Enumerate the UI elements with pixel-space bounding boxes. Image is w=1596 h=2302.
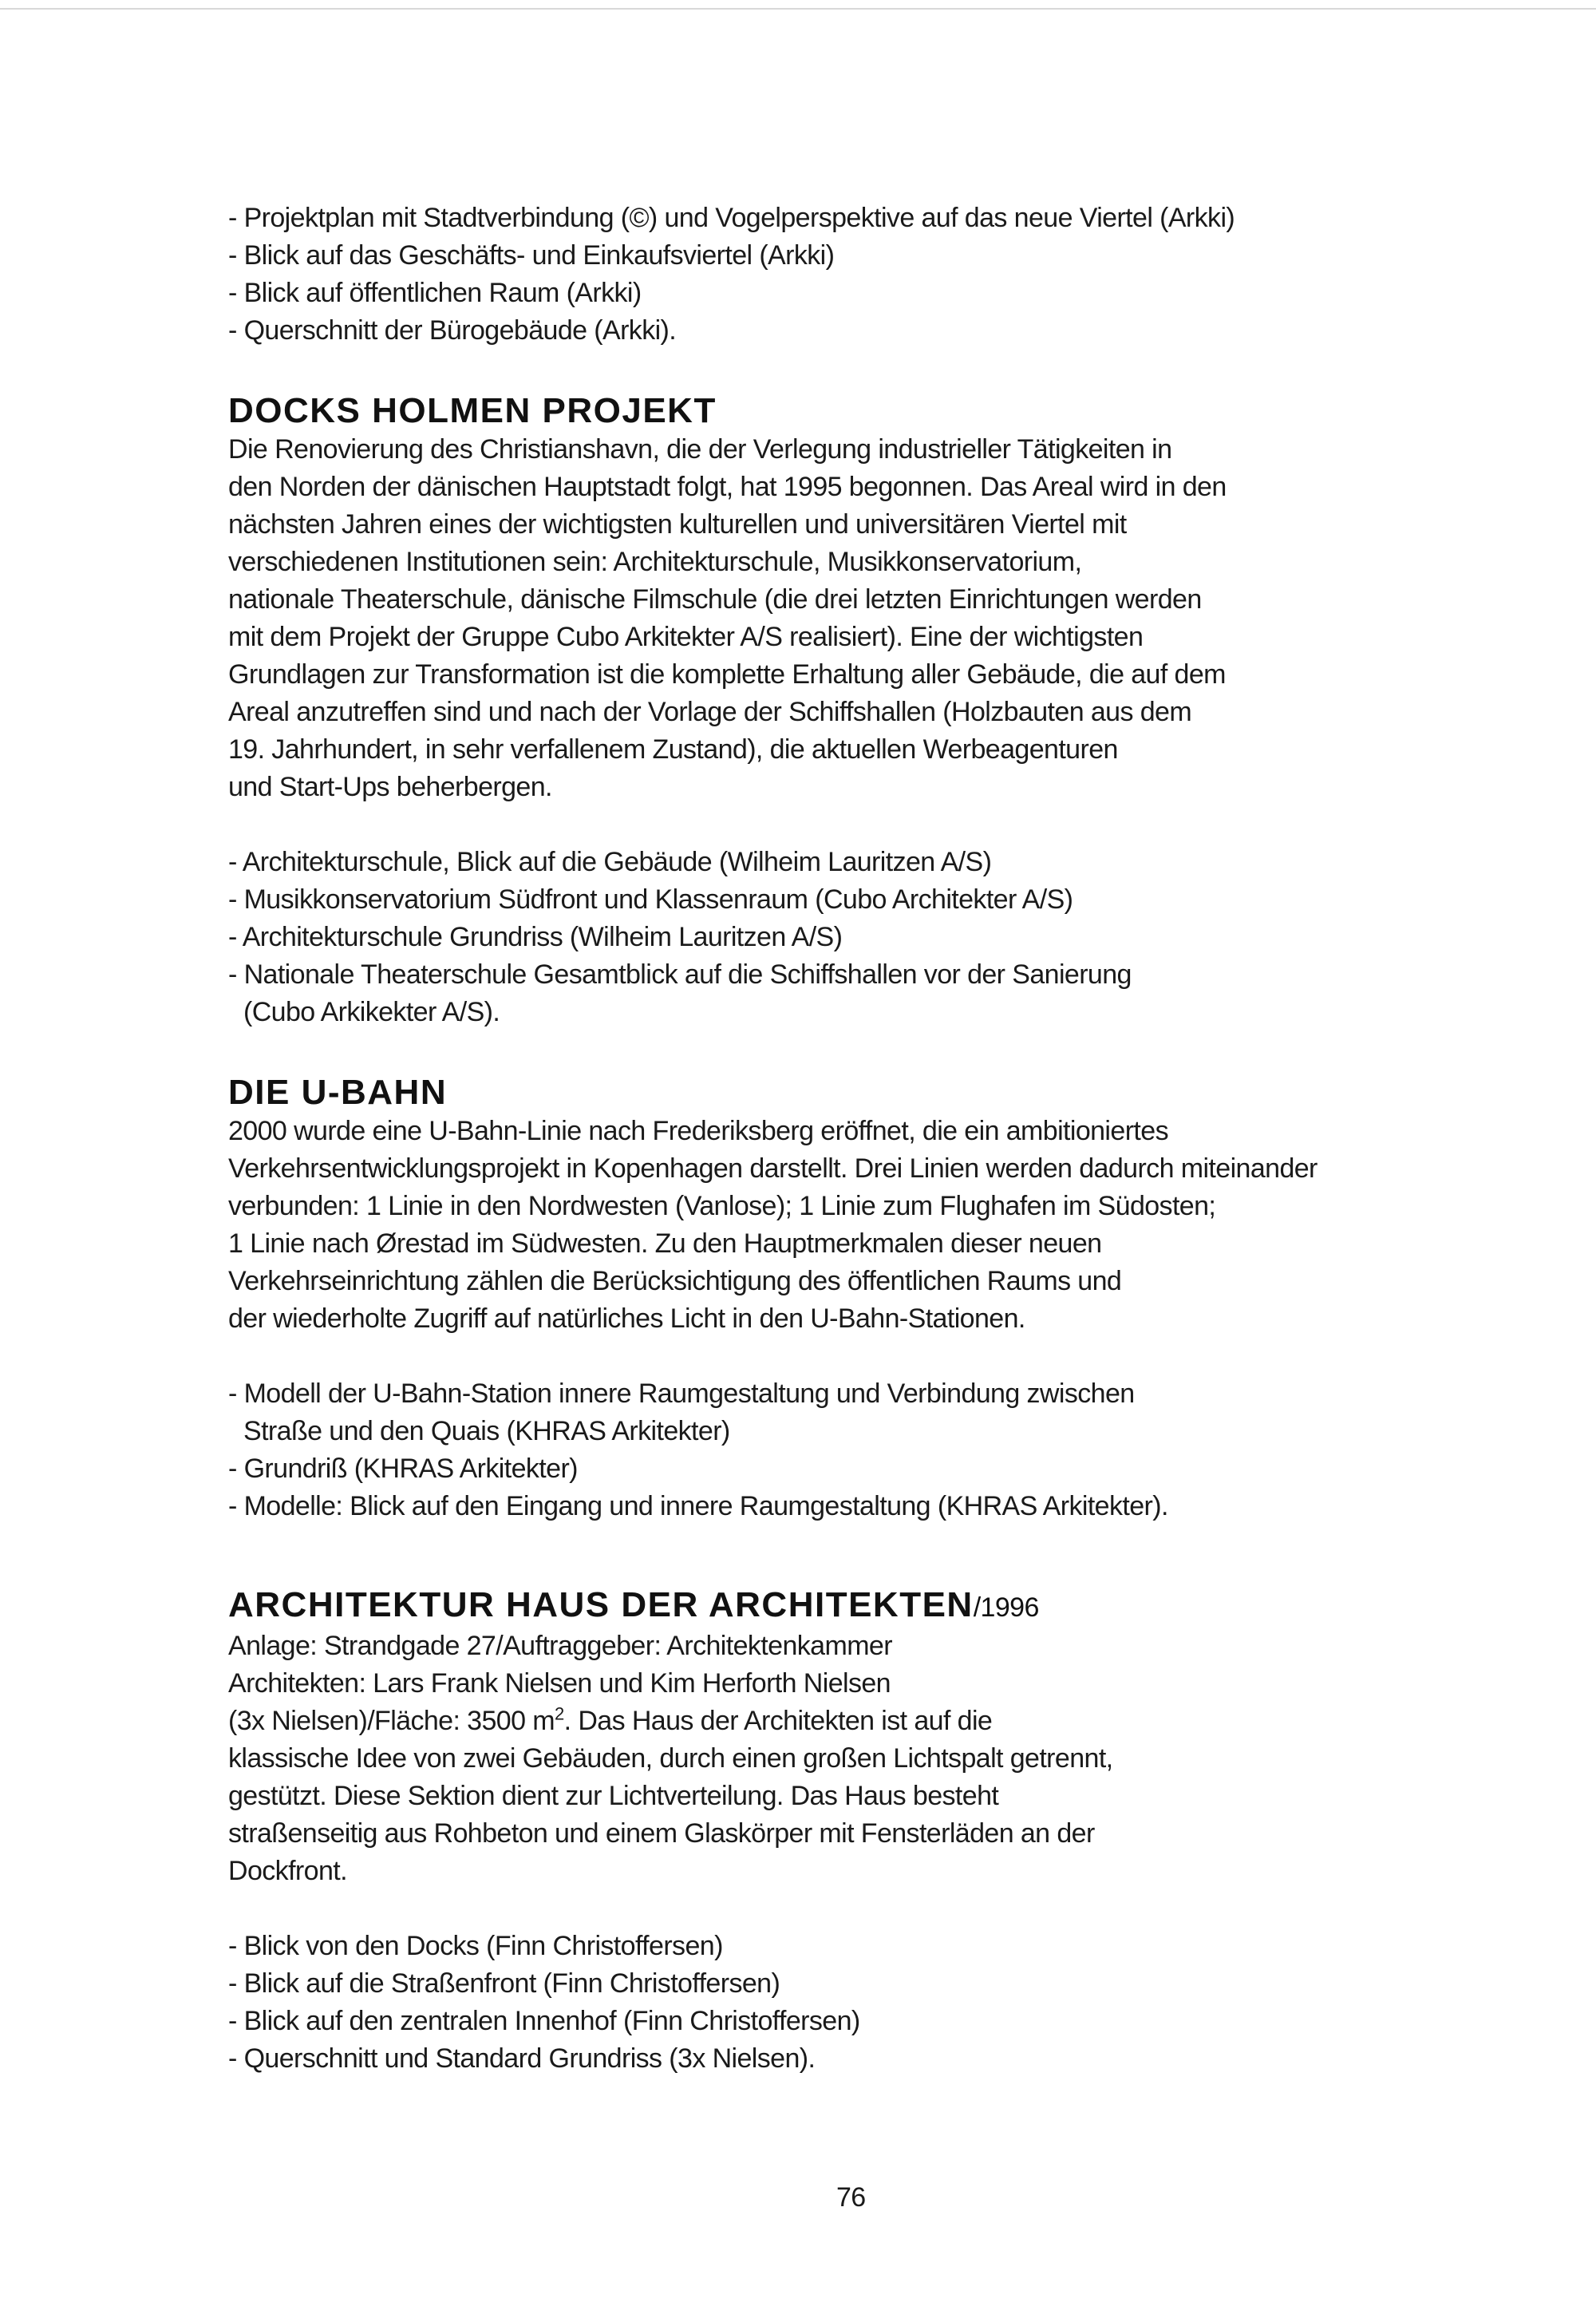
list-item: - Blick auf die Straßenfront (Finn Christoffersen) [228, 1968, 780, 1999]
list-item: - Modell der U-Bahn-Station innere Raumgestaltung und Verbindung zwischen [228, 1378, 1135, 1409]
section-list [228, 1928, 1409, 2078]
body-line: mit dem Projekt der Gruppe Cubo Arkitekter A/S realisiert). Eine der wichtigsten [228, 622, 1144, 652]
list-item: - Architekturschule, Blick auf die Gebäude (Wilheim Lauritzen A/S) [228, 847, 992, 877]
list-item: - Nationale Theaterschule Gesamtblick auf die Schiffshallen vor der Sanierung [228, 959, 1132, 990]
body-line: Verkehrsentwicklungsprojekt in Kopenhagen darstellt. Drei Linien werden dadurch miteinander [228, 1153, 1317, 1184]
section-body [228, 431, 1409, 806]
body-line: den Norden der dänischen Hauptstadt folgt, hat 1995 begonnen. Das Areal wird in den [228, 472, 1227, 502]
list-item: - Blick auf das Geschäfts- und Einkaufsviertel (Arkki) [228, 240, 835, 271]
body-line: klassische Idee von zwei Gebäuden, durch einen großen Lichtspalt getrennt, [228, 1743, 1113, 1774]
list-item: - Querschnitt und Standard Grundriss (3x Nielsen). [228, 2043, 816, 2074]
body-line: Dockfront. [228, 1856, 347, 1886]
page-content [228, 200, 1409, 2078]
body-line: Architekten: Lars Frank Nielsen und Kim Herforth Nielsen [228, 1668, 891, 1699]
section-heading-year: /1996 [973, 1592, 1039, 1623]
body-line: Die Renovierung des Christianshavn, die der Verlegung industrieller Tätigkeiten in [228, 434, 1172, 465]
body-line: Verkehrseinrichtung zählen die Berücksichtigung des öffentlichen Raums und [228, 1266, 1122, 1296]
superscript: 2 [554, 1703, 564, 1724]
section-u-bahn [228, 1073, 1409, 1525]
list-item: - Grundriß (KHRAS Arkitekter) [228, 1454, 578, 1484]
body-text: . Das Haus der Architekten ist auf die [563, 1706, 993, 1736]
list-item-continuation: (Cubo Arkikekter A/S). [243, 997, 500, 1027]
scan-top-edge [0, 8, 1596, 10]
section-haus-der-architekten [228, 1585, 1409, 2078]
body-line: verschiedenen Institutionen sein: Architekturschule, Musikkonservatorium, [228, 547, 1082, 577]
list-item: - Modelle: Blick auf den Eingang und innere Raumgestaltung (KHRAS Arkitekter). [228, 1491, 1168, 1521]
body-line: straßenseitig aus Rohbeton und einem Glaskörper mit Fensterläden an der [228, 1818, 1095, 1849]
section-body [228, 1628, 1409, 1890]
list-item: - Blick auf den zentralen Innenhof (Finn Christoffersen) [228, 2006, 860, 2036]
body-line: nationale Theaterschule, dänische Filmschule (die drei letzten Einrichtungen werden [228, 584, 1202, 615]
section-heading [228, 1585, 1409, 1628]
section-heading: DOCKS HOLMEN PROJEKT [228, 391, 717, 430]
body-line: 1 Linie nach Ørestad im Südwesten. Zu den Hauptmerkmalen dieser neuen [228, 1228, 1102, 1259]
body-line: 19. Jahrhundert, in sehr verfallenem Zustand), die aktuellen Werbeagenturen [228, 734, 1118, 765]
body-text: (3x Nielsen)/Fläche: 3500 m [228, 1706, 555, 1736]
body-line: Anlage: Strandgade 27/Auftraggeber: Architektenkammer [228, 1631, 892, 1661]
section-heading: DIE U-BAHN [228, 1073, 448, 1112]
body-line: und Start-Ups beherbergen. [228, 772, 552, 802]
list-item: - Querschnitt der Bürogebäude (Arkki). [228, 315, 677, 346]
list-item: - Blick von den Docks (Finn Christoffersen) [228, 1931, 723, 1961]
body-line: Areal anzutreffen sind und nach der Vorlage der Schiffshallen (Holzbauten aus dem [228, 697, 1192, 727]
body-line [228, 1703, 1409, 1740]
list-item: - Architekturschule Grundriss (Wilheim Lauritzen A/S) [228, 922, 843, 952]
list-item: - Blick auf öffentlichen Raum (Arkki) [228, 278, 642, 308]
section-list [228, 844, 1409, 1031]
body-line: verbunden: 1 Linie in den Nordwesten (Vanlose); 1 Linie zum Flughafen im Südosten; [228, 1191, 1216, 1221]
body-line: 2000 wurde eine U-Bahn-Linie nach Frederiksberg eröffnet, die ein ambitioniertes [228, 1116, 1168, 1146]
body-line: der wiederholte Zugriff auf natürliches Licht in den U-Bahn-Stationen. [228, 1303, 1025, 1334]
list-item: - Projektplan mit Stadtverbindung (©) und Vogelperspektive auf das neue Viertel (Arkki) [228, 203, 1235, 233]
section-docks-holmen [228, 391, 1409, 1031]
section-body [228, 1113, 1409, 1338]
page-number: 76 [836, 2182, 866, 2213]
body-line: nächsten Jahren eines der wichtigsten kulturellen und universitären Viertel mit [228, 509, 1127, 540]
intro-list [228, 200, 1409, 350]
section-list [228, 1375, 1409, 1525]
list-item: - Musikkonservatorium Südfront und Klassenraum (Cubo Architekter A/S) [228, 884, 1073, 915]
body-line: Grundlagen zur Transformation ist die komplette Erhaltung aller Gebäude, die auf dem [228, 659, 1226, 690]
section-heading-text: ARCHITEKTUR HAUS DER ARCHITEKTEN [228, 1585, 974, 1624]
list-item-continuation: Straße und den Quais (KHRAS Arkitekter) [243, 1416, 730, 1446]
body-line: gestützt. Diese Sektion dient zur Lichtverteilung. Das Haus besteht [228, 1781, 999, 1811]
